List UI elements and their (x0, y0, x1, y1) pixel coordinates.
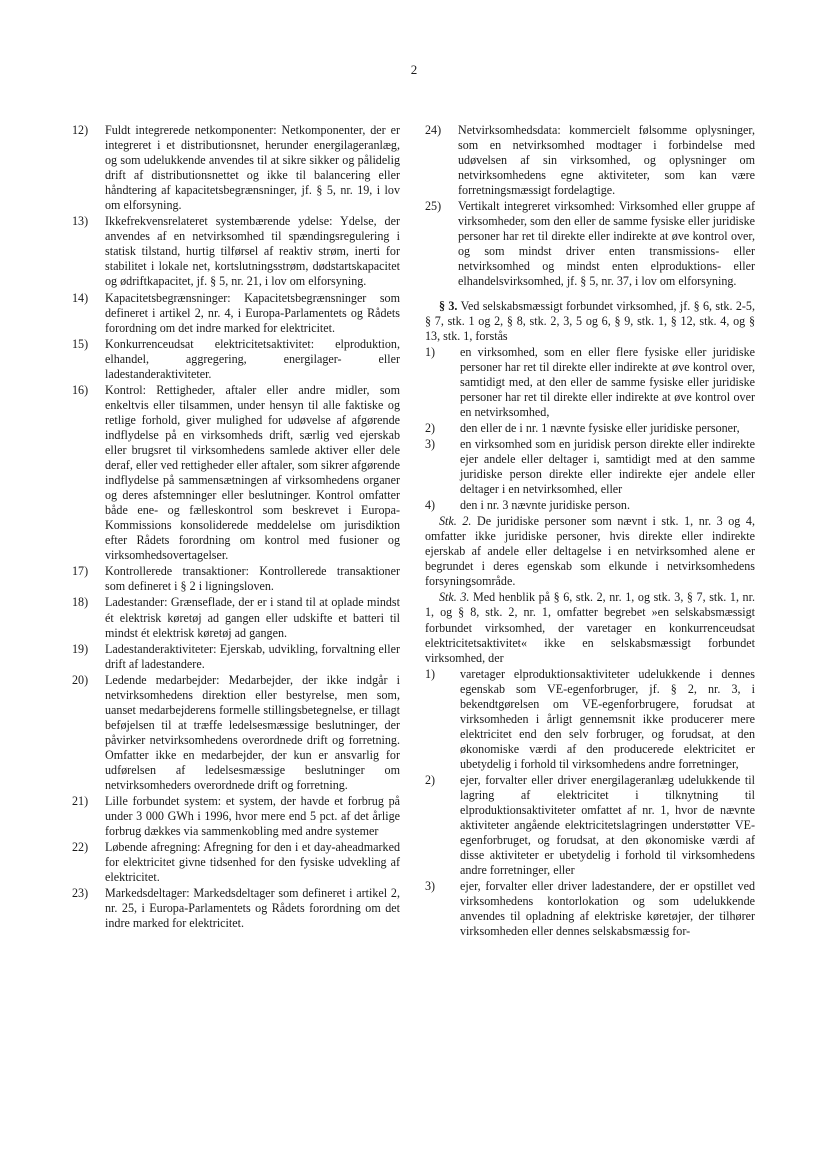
item-text: varetager elproduktionsaktiviteter udelukkende i dennes egenskab som VE-egenforbruger, jf. § 2, nr. 3, i bekendtgørelsen om VE-egenforbrugere, forudsat at virksomheden i årligt gennemsnit ikke producerer mere elektricitet end den selv forbruger, og forudsat, at den økonomiske værdi af den producerede elektricitet er ubetydelig i forhold til virksomhedens andre forretninger, (460, 666, 755, 771)
item-number: 13) (72, 214, 89, 229)
definition-item (72, 383, 400, 564)
list-item (425, 498, 755, 513)
definition-item (72, 794, 400, 839)
definition-item (72, 595, 400, 640)
list-item (425, 667, 755, 772)
stk-2-paragraph (425, 514, 755, 589)
item-text: den i nr. 3 nævnte juridiske person. (460, 498, 630, 513)
definition-item (425, 123, 755, 198)
item-number: 3) (425, 436, 436, 451)
item-text: Markedsdeltager: Markedsdeltager som defineret i artikel 2, nr. 25, i Europa-Parlamentets og Rådets forordning om det indre marked for elektricitet. (105, 886, 400, 931)
item-text: Løbende afregning: Afregning for den i et day-aheadmarked for elektricitet givne tidsenhed for den fysiske udvekling af elektricitet. (105, 840, 400, 885)
item-text: Ladestanderaktiviteter: Ejerskab, udvikling, forvaltning eller drift af ladestandere. (105, 641, 400, 671)
item-text: Ledende medarbejder: Medarbejder, der ikke indgår i netvirksomhedens direktion eller bestyrelse, men som, uanset medarbejderens formelle stillingsbetegnelse, er tillagt beføjelsen til at træffe ledelsesmæssige beslutninger, der påvirker netvirksomhedens overordnede drift og forretning. Omfatter ikke en medarbejder, der kun er ansvarlig for udførelsen af ledelsesmæssige beslutninger om netvirksomheders overordnede drift og forretning. (105, 672, 400, 793)
item-number: 18) (72, 595, 89, 610)
page-number: 2 (410, 62, 418, 77)
item-text: Lille forbundet system: et system, der havde et forbrug på under 3 000 GWh i 1996, hvor mere end 5 pct. af det årlige forbrug dækkes via sammenkobling med andre systemer (105, 794, 400, 839)
item-text: Kontrol: Rettigheder, aftaler eller andre midler, som enkeltvis eller tilsammen, under hensyn til alle faktiske og retlige forhold, giver mulighed for udøvelse af afgørende indflydelse på en virksomheds drift, særlig ved ejerskab eller brugsret til virksomhedens samlede aktiver eller dele deraf, eller ved rettigheder eller aftaler, som sikrer afgørende indflydelse på sammensætningen af virksomhedens organer og deres afstemninger eller beslutninger. Kontrol omfatter både ene- og fælleskontrol som beskrevet i Europa-Kommissions konsoliderede meddelelse om jurisdiktion efter Rådets forordning om kontrol med fusioner og virksomhedsovertagelser. (105, 382, 400, 563)
item-text: ejer, forvalter eller driver ladestandere, der er opstillet ved virksomhedens kontorlokation og som udelukkende anvendes til opladning af elektriske køretøjer, der tilhører virksomheden eller dennes selskabsmæssig for- (460, 879, 755, 939)
item-number: 1) (425, 666, 436, 681)
item-number: 16) (72, 382, 89, 397)
definition-item (72, 337, 400, 382)
section-text: Ved selskabsmæssigt forbundet virksomhed, jf. § 6, stk. 2-5, § 7, stk. 1 og 2, § 8, stk. 2, 3, 5 og 6, § 9, stk. 1, § 12, stk. 4, og § 13, stk. 1, forstås (425, 298, 755, 343)
item-text: Kontrollerede transaktioner: Kontrollerede transaktioner som defineret i § 2 i ligningsloven. (105, 564, 400, 594)
item-number: 17) (72, 564, 89, 579)
item-text: Fuldt integrerede netkomponenter: Netkomponenter, der er integreret i et distributionsnet, herunder energilageranlæg, og som udelukkende anvendes til at sikre sikker og pålidelig drift af distributionsnettet og ikke til balancering eller håndtering af kapacitetsbegrænsninger, jf. § 5, nr. 19, i lov om elforsyning. (105, 123, 400, 213)
right-column (425, 123, 755, 940)
item-text: Ladestander: Grænseflade, der er i stand til at oplade mindst ét elektrisk køretøj ad gangen eller udskifte et batteri til mindst ét elektrisk køretøj ad gangen. (105, 595, 400, 640)
definition-item (72, 564, 400, 594)
definition-item (72, 642, 400, 672)
item-number: 22) (72, 840, 89, 855)
list-item (425, 879, 755, 939)
stk-3-paragraph (425, 590, 755, 665)
definition-item (72, 840, 400, 885)
item-text: Vertikalt integreret virksomhed: Virksomhed eller gruppe af virksomheder, som den eller de samme fysiske eller juridiske personer har ret til direkte eller indirekte at øve kontrol over, og som mindst driver enten transmissions- eller netvirksomhed og mindst enten elproduktions- eller elhandelsvirksomhed, jf. § 5, nr. 37, i lov om elforsyning. (458, 199, 755, 289)
left-column (72, 123, 400, 932)
section-mark: § 3. (439, 298, 458, 313)
stk-mark: Stk. 3. (439, 590, 470, 605)
item-number: 15) (72, 336, 89, 351)
item-number: 19) (72, 641, 89, 656)
section-3-paragraph (425, 299, 755, 344)
item-number: 2) (425, 420, 436, 435)
item-number: 2) (425, 772, 436, 787)
list-item (425, 421, 755, 436)
stk-text: Med henblik på § 6, stk. 2, nr. 1, og stk. 3, § 7, stk. 1, nr. 1, og § 8, stk. 2, nr. 1, omfatter begrebet »en selskabsmæssigt forbundet virksomhed, der varetager en konkurrenceudsat elektricitetsaktivitet« ikke en selskabsmæssigt forbundet virksomhed, der (425, 590, 755, 665)
item-number: 25) (425, 199, 442, 214)
item-text: en virksomhed som en juridisk person direkte eller indirekte ejer andele eller deltager i, samtidigt med at den samme juridiske person direkte eller indirekte ejer andele eller deltager i en netvirksomhed, eller (460, 436, 755, 497)
item-text: ejer, forvalter eller driver energilageranlæg udelukkende til lagring af elektricitet i tilknytning til elproduktionsaktiviteter omfattet af nr. 1, hvor de nævnte aktiviteter angående elektricitetslagringen understøtter VE-egenforbruget, og forudsat, at den økonomiske værdi af disse aktiviteter er ubetydelig i forhold til virksomhedens andre forretninger, eller (460, 772, 755, 878)
definition-item (72, 123, 400, 213)
item-text: den eller de i nr. 1 nævnte fysiske eller juridiske personer, (460, 420, 740, 435)
list-item (425, 345, 755, 420)
item-number: 12) (72, 123, 89, 137)
item-text: Konkurrenceudsat elektricitetsaktivitet: elproduktion, elhandel, aggregering, energilager- eller ladestanderaktiviteter. (105, 336, 400, 381)
definition-item (72, 673, 400, 793)
list-item (425, 437, 755, 497)
item-number: 20) (72, 672, 89, 687)
item-text: Ikkefrekvensrelateret systembærende ydelse: Ydelse, der anvendes af en netvirksomhed til spændingsregulering i statisk tilstand, hurtig tilførsel af reaktiv strøm, inerti for stabilitet i lokale net, kortslutningsstrøm, dødstartskapacitet og ødriftkapacitet, jf. § 5, nr. 21, i lov om elforsyning. (105, 214, 400, 289)
definition-item (72, 886, 400, 931)
stk-mark: Stk. 2. (439, 514, 472, 529)
item-number: 24) (425, 123, 442, 137)
item-number: 3) (425, 879, 436, 894)
definition-item (72, 214, 400, 289)
definition-item (72, 291, 400, 336)
item-text: Netvirksomhedsdata: kommercielt følsomme oplysninger, som en netvirksomhed modtager i forbindelse med udøvelsen af sin virksomhed, og oplysninger om netvirksomhedens egne aktiviteter, som kan være forretningsmæssigt fordelagtige. (458, 123, 755, 198)
stk-text: De juridiske personer som nævnt i stk. 1, nr. 3 og 4, omfatter ikke juridiske personer, hvis direkte eller indirekte ejerskab af andele eller deltagelse i en netvirksomhed alene er begrundet i deres egenskab som elkunde i netvirksomhedens forsyningsområde. (425, 514, 755, 589)
item-number: 1) (425, 344, 436, 359)
item-text: Kapacitetsbegrænsninger: Kapacitetsbegrænsninger som defineret i artikel 2, nr. 4, i Europa-Parlamentets og Rådets forordning om det indre marked for elektricitet. (105, 290, 400, 335)
item-text: en virksomhed, som en eller flere fysiske eller juridiske personer har ret til direkte eller indirekte at øve kontrol over, samtidigt med, at den eller de samme fysiske eller juridiske personer har ret til direkte eller indirekte at øve kontrol over en netvirksomhed, (460, 344, 755, 419)
definition-item (425, 199, 755, 289)
item-number: 23) (72, 886, 89, 901)
item-number: 21) (72, 794, 89, 809)
item-number: 4) (425, 498, 436, 513)
item-number: 14) (72, 290, 89, 305)
list-item (425, 773, 755, 878)
